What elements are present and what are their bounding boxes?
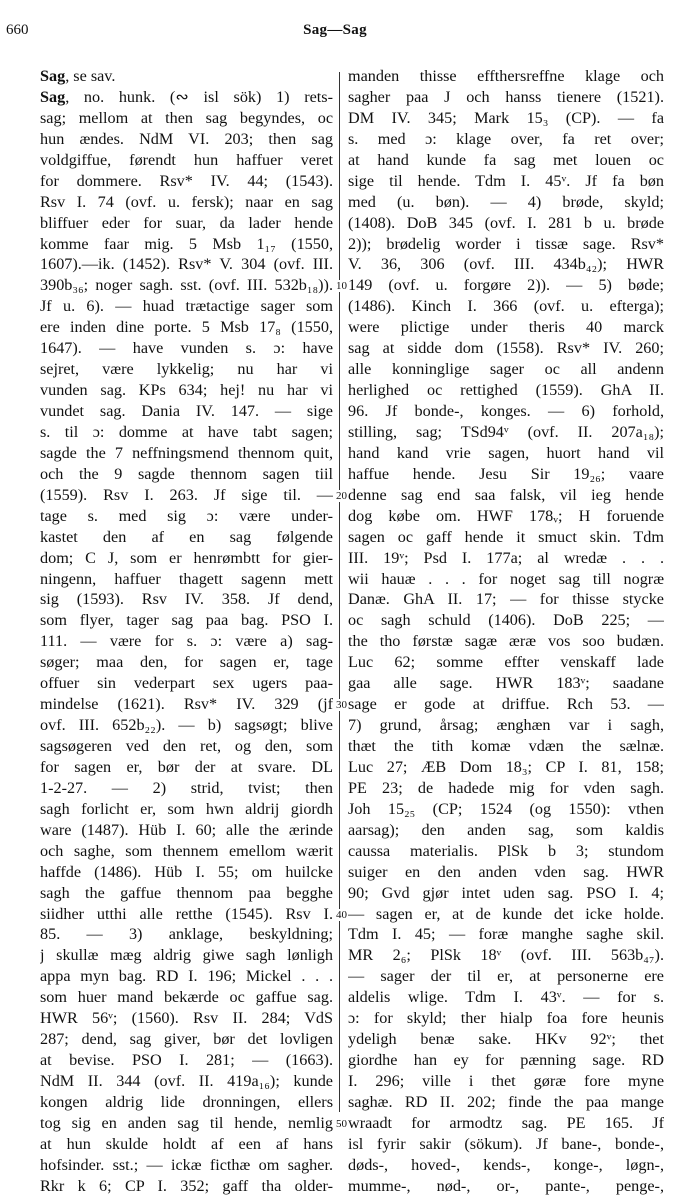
- text-line: haffde (1486). Hüb I. 55; om huilcke: [40, 862, 333, 881]
- headword: Sag: [40, 87, 66, 106]
- text-line: stilling, sag; TSd94ᵛ (ovf. II. 207a₁₈);: [348, 422, 664, 441]
- page-number: 660: [6, 22, 29, 38]
- text-line: tog sig en anden sag til hende, nemlig: [40, 1113, 333, 1132]
- text-line: som huer mand bekærde oc gaffue sag.: [40, 988, 333, 1007]
- text-line: Danæ. GhA II. 17; — for thisse stycke: [348, 590, 664, 609]
- text-line: at bevise. PSO I. 281; — (1663).: [40, 1051, 333, 1070]
- text-line: gaa alle sage. HWR 183ᵛ; saadane: [348, 674, 664, 693]
- text-line: MR 2₆; PlSk 18ᵛ (ovf. III. 563b₄₇).: [348, 946, 664, 965]
- line-number-marker: 40: [336, 909, 347, 921]
- text-line: sagh forlicht er, som hwn aldrij giordh: [40, 799, 333, 818]
- text-line: HWR 56ᵛ; (1560). Rsv II. 284; VdS: [40, 1009, 333, 1028]
- text-line: sage er gode at driffue. Rch 53. —: [348, 695, 664, 714]
- text-line: 111. — være for s. ɔ: være a) sag-: [40, 632, 333, 651]
- line-number-marker: 50: [336, 1118, 347, 1130]
- text-line: mindelse (1621). Rsv* IV. 329 (jf: [40, 695, 333, 714]
- text-line: kongen aldrig lide dronningen, ellers: [40, 1092, 333, 1111]
- text-line: 96. Jf bonde-, konges. — 6) forhold,: [348, 402, 664, 420]
- text-line: thæt the tith komæ vdæn the sælnæ.: [348, 737, 664, 755]
- text-line: sige til hende. Tdm I. 45ᵛ. Jf fa bøn: [348, 171, 664, 190]
- text-line: kastet den af en sag følgende: [40, 527, 333, 546]
- text-line: — sager der til er, at personerne ere: [348, 967, 664, 986]
- text-line: som flyer, tager sag paa bag. PSO I.: [40, 611, 333, 630]
- text-line: Luc 27; ÆB Dom 18₃; CP I. 81, 158;: [348, 757, 664, 776]
- text-line: for dommere. Rsv* IV. 44; (1543).: [40, 171, 333, 190]
- text-line: ningenn, haffuer thagett sagenn mett: [40, 569, 333, 588]
- text-line: siidher utthi alle retthe (1545). Rsv I.: [40, 904, 333, 923]
- text-line: ɔ: for skyld; ther hialp foa fore heunis: [348, 1009, 664, 1028]
- text-line: manden thisse effthersreffne klage och: [348, 67, 664, 85]
- text-line: wraadt for armodtz sag. PE 165. Jf: [348, 1113, 664, 1132]
- text-line: Jf u. 6). — huad trætactige sager som: [40, 297, 333, 316]
- text-line: Sag, no. hunk. (∾ isl sök) 1) rets-: [40, 87, 333, 106]
- text-line: bliffuer eder for suar, da lader hende: [40, 213, 333, 232]
- text-line: och saghe, som thennem emellom wærit: [40, 841, 333, 860]
- page-header: [6, 22, 664, 42]
- text-line: Joh 15₂₅ (CP; 1524 (og 1550): vthen: [348, 799, 664, 818]
- text-line: hofsinder. sst.; — ickæ ficthæ om sagher.: [40, 1155, 333, 1174]
- text-line: 7) grund, årsag; ænghæn var i sagh,: [348, 716, 664, 735]
- text-line: 287; dend, sag giver, bør det lovligen: [40, 1030, 333, 1049]
- text-line: Luc 62; somme effter venskaff lade: [348, 653, 664, 672]
- text-line: — sagen er, at de kunde det icke holde.: [348, 904, 664, 923]
- text-line: (1408). DoB 345 (ovf. I. 281 b u. brøde: [348, 213, 664, 232]
- text-line: 90; Gvd gjør intet uden sag. PSO I. 4;: [348, 883, 664, 902]
- text-line: och the 9 sagde thennom sagen tiil: [40, 464, 333, 483]
- text-line: alle konninglige sager oc all andenn: [348, 360, 664, 379]
- text-line: giordhe han ey for pænning sage. RD: [348, 1051, 664, 1070]
- column-divider: [339, 72, 340, 1112]
- text-line: ere inden dine porte. 5 Msb 17₈ (1550,: [40, 318, 333, 337]
- text-line: 149 (ovf. u. forgøre 2)). — 5) bøde;: [348, 276, 664, 295]
- text-line: denne sag end saa falsk, vil ieg hende: [348, 485, 664, 504]
- text-line: søger; maa den, for sagen er, tage: [40, 653, 333, 672]
- text-line: aarsag); den anden sag, som kaldis: [348, 820, 664, 839]
- text-line: med (u. bøn). — 4) brøde, skyld;: [348, 192, 664, 211]
- text-line: (1559). Rsv I. 263. Jf sige til. —: [40, 485, 333, 504]
- text-line: ydeligh benæ sake. HKv 92ᵛ; thet: [348, 1030, 664, 1049]
- line-number-marker: 10: [336, 280, 347, 292]
- line-number-marker: 30: [336, 699, 347, 711]
- text-line: at hun skulde holdt af een af hans: [40, 1134, 333, 1153]
- text-line: I. 296; ville i thet gøræ fore myne: [348, 1072, 664, 1090]
- text-line: DM IV. 345; Mark 15₃ (CP). — fa: [348, 108, 664, 127]
- text-line: appa myn bag. RD I. 196; Mickel . . .: [40, 967, 333, 986]
- text-line: dog købe om. HWF 178ᵥ; H foruende: [348, 506, 664, 525]
- text-line: voldgiffue, førendt hun haffuer veret: [40, 150, 333, 169]
- text-line: hand kand vrie sagen, huort hand vil: [348, 443, 664, 462]
- text-line: isl fyrir sakir (sökum). Jf bane-, bonde-,: [348, 1134, 664, 1153]
- text-line: s. til ɔ: domme at have tabt sagen;: [40, 422, 333, 441]
- text-line: sagh the gaffue thennom paa begghe: [40, 883, 333, 902]
- text-line: suiger en den anden vden sag. HWR: [348, 862, 664, 881]
- text-line: døds-, hoved-, kends-, konge-, løgn-,: [348, 1155, 664, 1174]
- left-column: [40, 66, 333, 1197]
- text-line: caussa materialis. PlSk b 3; stundom: [348, 841, 664, 860]
- text-line: sagher paa J och hanss tienere (1521).: [348, 87, 664, 106]
- text-line: (1486). Kinch I. 366 (ovf. u. efterga);: [348, 297, 664, 316]
- text-line: aldelis wlige. Tdm I. 43ᵛ. — for s.: [348, 988, 664, 1007]
- text-line: Sag, se sav.: [40, 67, 116, 85]
- text-line: 2)); brødelig worder i tissæ sage. Rsv*: [348, 234, 664, 253]
- line-number-marker: 20: [336, 490, 347, 502]
- text-line: vundet sag. Dania IV. 147. — sige: [40, 402, 333, 420]
- text-line: Rsv I. 74 (ovf. u. fersk); naar en sag: [40, 192, 333, 211]
- text-line: ware (1487). Hüb I. 60; alle the ærinde: [40, 820, 333, 839]
- text-line: for sagen er, bør der at svare. DL: [40, 757, 333, 776]
- text-line: the tho førstæ sagæ æræ vos soo budæn.: [348, 632, 664, 651]
- text-line: s. med ɔ: klage over, fa ret over;: [348, 129, 664, 148]
- text-line: tage s. med sig ɔ: være under-: [40, 506, 333, 525]
- text-line: 390b₃₆; noger sagh. sst. (ovf. III. 532b₁₈)).: [40, 276, 333, 295]
- text-line: sig (1593). Rsv IV. 358. Jf dend,: [40, 590, 333, 609]
- text-line: NdM II. 344 (ovf. II. 419a₁₆); kunde: [40, 1072, 333, 1090]
- text-line: dom; C J, som er henrømbtt for gier-: [40, 548, 333, 567]
- text-line: III. 19ᵛ; Psd I. 177a; al wredæ . . .: [348, 548, 664, 567]
- text-line: 1647). — have vunden s. ɔ: have: [40, 339, 333, 358]
- text-line: komme faar mig. 5 Msb 1₁₇ (1550,: [40, 234, 333, 253]
- text-line: oc sagh schuld (1406). DoB 225; —: [348, 611, 664, 630]
- text-line: vunden sag. KPs 634; hej! nu har vi: [40, 381, 333, 400]
- right-column: [348, 66, 664, 1197]
- text-line: sagsøgeren ved den ret, og den, som: [40, 737, 333, 755]
- text-line: V. 36, 306 (ovf. III. 434b₄₂); HWR: [348, 255, 664, 274]
- text-line: j skullæ mæg aldrig giwe sagh lønligh: [40, 946, 333, 965]
- text-line: wii hauæ . . . for noget sag till nogræ: [348, 569, 664, 588]
- text-line: sejret, være lykkelig; nu har vi: [40, 360, 333, 379]
- text-line: 1607).—ik. (1452). Rsv* V. 304 (ovf. III.: [40, 255, 333, 274]
- text-line: 85. — 3) anklage, beskyldning;: [40, 925, 333, 944]
- text-line: ovf. III. 652b₂₂). — b) sagsøgt; blive: [40, 716, 333, 735]
- text-line: sag at sidde dom (1558). Rsv* IV. 260;: [348, 339, 664, 358]
- text-line: offuer sin vederpart sex ugers paa-: [40, 674, 333, 693]
- text-line: at hand kunde fa sag met louen oc: [348, 150, 664, 169]
- text-line: were plictige under theris 40 marck: [348, 318, 664, 337]
- text-line: hun ændes. NdM VI. 203; then sag: [40, 129, 333, 148]
- text-line: herlighed oc rettighed (1559). GhA II.: [348, 381, 664, 400]
- text-line: haffue hende. Jesu Sir 19₂₆; vaare: [348, 464, 664, 483]
- text-line: sag; mellom at then sag begyndes, oc: [40, 108, 333, 127]
- text-line: 1-2-27. — 2) strid, tvist; then: [40, 778, 333, 797]
- text-line: PE 23; de hadede mig for vden sagh.: [348, 778, 664, 797]
- text-line: Tdm I. 45; — foræ manghe saghe skil.: [348, 925, 664, 944]
- headword: Sag: [40, 67, 66, 85]
- text-line: saghæ. RD II. 202; finde the paa mange: [348, 1092, 664, 1111]
- running-title: Sag—Sag: [303, 22, 367, 38]
- text-line: sagen oc gaff hende it smuct skin. Tdm: [348, 527, 664, 546]
- text-line: mumme-, nød-, or-, pante-, penge-,: [348, 1176, 664, 1195]
- text-line: Rkr k 6; CP I. 352; gaff tha older-: [40, 1176, 333, 1195]
- text-line: sagde the 7 neffningsmend thennom quit,: [40, 443, 333, 462]
